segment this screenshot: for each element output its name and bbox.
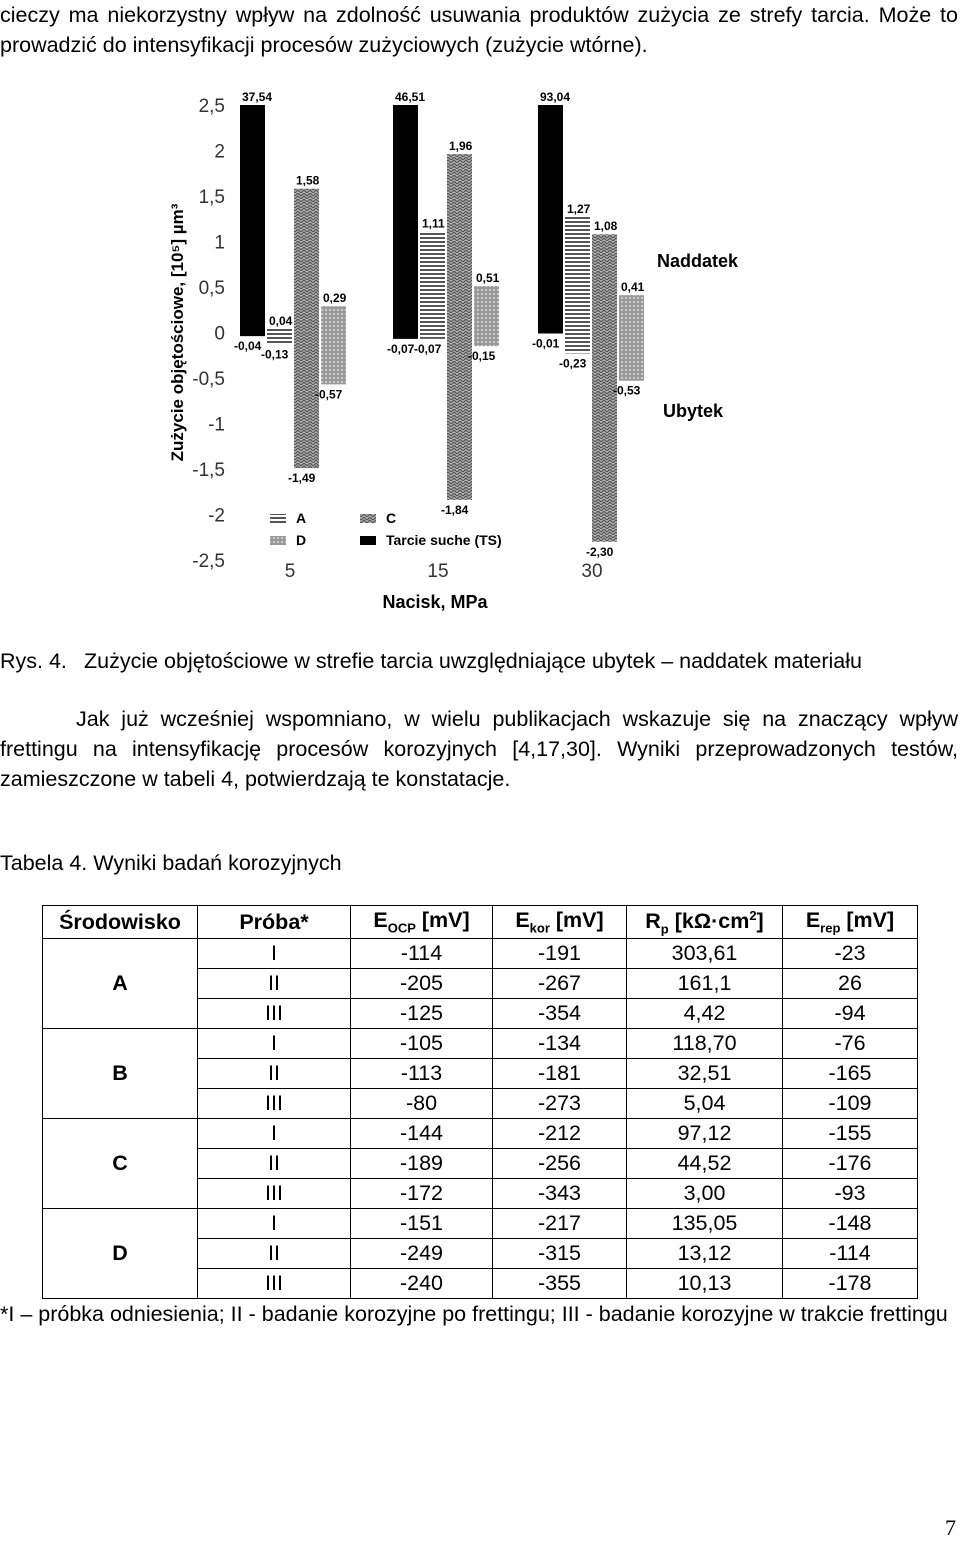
bar-addition bbox=[321, 306, 346, 332]
data-label-addition: 46,51 bbox=[395, 90, 426, 104]
ekor-cell: -134 bbox=[493, 1029, 627, 1059]
table-row bbox=[43, 1209, 918, 1239]
data-label-addition: 0,04 bbox=[269, 313, 293, 328]
eocp-cell: -189 bbox=[351, 1149, 493, 1179]
sample-cell: I bbox=[198, 1209, 351, 1239]
table-row bbox=[43, 939, 918, 969]
y-axis-label: Zużycie objętościowe, [10⁵] µm³ bbox=[168, 203, 187, 462]
erep-cell: -176 bbox=[783, 1149, 918, 1179]
legend-swatch bbox=[360, 514, 376, 523]
environment-cell: D bbox=[43, 1209, 198, 1299]
sample-cell: III bbox=[198, 999, 351, 1029]
data-label-addition: 0,41 bbox=[621, 280, 645, 295]
eocp-cell: -151 bbox=[351, 1209, 493, 1239]
bar-loss bbox=[619, 333, 644, 381]
y-tick-label: -0,5 bbox=[192, 369, 225, 390]
sample-cell: II bbox=[198, 969, 351, 999]
erep-cell: -76 bbox=[783, 1029, 918, 1059]
rp-cell: 10,13 bbox=[627, 1269, 783, 1299]
erep-cell: 26 bbox=[783, 969, 918, 999]
ekor-cell: -181 bbox=[493, 1059, 627, 1089]
legend-label: A bbox=[296, 510, 307, 526]
ekor-cell: -343 bbox=[493, 1179, 627, 1209]
header-sample: Próba* bbox=[198, 906, 351, 939]
bar-loss bbox=[240, 333, 265, 337]
table-row bbox=[43, 1119, 918, 1149]
bar-loss bbox=[420, 333, 445, 339]
erep-cell: -23 bbox=[783, 939, 918, 969]
figure-caption-label: Rys. 4. bbox=[0, 649, 67, 673]
environment-cell: B bbox=[43, 1029, 198, 1119]
y-tick-label: 1,5 bbox=[198, 187, 225, 208]
data-label-loss: -1,49 bbox=[288, 471, 316, 486]
rp-cell: 161,1 bbox=[627, 969, 783, 999]
eocp-cell: -80 bbox=[351, 1089, 493, 1119]
data-label-loss: -0,07 bbox=[387, 341, 415, 356]
corrosion-results-table bbox=[42, 905, 918, 1299]
sample-cell: I bbox=[198, 939, 351, 969]
bar-addition bbox=[538, 105, 563, 333]
ekor-cell: -217 bbox=[493, 1209, 627, 1239]
eocp-cell: -105 bbox=[351, 1029, 493, 1059]
sample-cell: II bbox=[198, 1059, 351, 1089]
legend-label: C bbox=[386, 510, 397, 526]
data-label-loss: -0,07 bbox=[414, 341, 442, 356]
bar-addition bbox=[420, 231, 445, 332]
bar-addition bbox=[267, 329, 292, 333]
erep-cell: -148 bbox=[783, 1209, 918, 1239]
sample-cell: I bbox=[198, 1119, 351, 1149]
table-row bbox=[43, 1029, 918, 1059]
data-label-loss: -0,57 bbox=[315, 387, 343, 402]
data-label-loss: -2,30 bbox=[586, 544, 614, 559]
header-environment: Środowisko bbox=[43, 906, 198, 939]
x-tick-label: 5 bbox=[284, 561, 296, 582]
data-label-loss: -0,13 bbox=[261, 347, 289, 362]
figure-caption bbox=[0, 646, 958, 676]
page-number: 7 bbox=[945, 1515, 956, 1540]
erep-cell: -93 bbox=[783, 1179, 918, 1209]
data-label-addition: 93,04 bbox=[540, 90, 571, 104]
bar-addition bbox=[474, 286, 499, 332]
table-caption: Tabela 4. Wyniki badań korozyjnych bbox=[0, 851, 342, 875]
eocp-cell: -240 bbox=[351, 1269, 493, 1299]
data-label-loss: -0,53 bbox=[613, 383, 641, 398]
ekor-cell: -355 bbox=[493, 1269, 627, 1299]
x-tick-label: 15 bbox=[427, 561, 449, 582]
y-tick-label: 0 bbox=[214, 323, 225, 345]
bar-loss bbox=[538, 333, 563, 334]
rp-cell: 44,52 bbox=[627, 1149, 783, 1179]
rp-cell: 135,05 bbox=[627, 1209, 783, 1239]
bar-addition bbox=[619, 295, 644, 332]
ekor-cell: -354 bbox=[493, 999, 627, 1029]
bar-addition bbox=[393, 105, 418, 333]
y-tick-label: 0,5 bbox=[198, 278, 225, 299]
legend-swatch bbox=[270, 536, 286, 545]
data-label-addition: 0,29 bbox=[323, 291, 347, 306]
data-label-addition: 1,27 bbox=[567, 201, 591, 216]
bar-loss bbox=[393, 333, 418, 339]
eocp-cell: -113 bbox=[351, 1059, 493, 1089]
data-label-addition: 0,51 bbox=[476, 271, 500, 286]
erep-cell: -165 bbox=[783, 1059, 918, 1089]
y-tick-label: -2,5 bbox=[192, 551, 225, 572]
y-tick-label: 2 bbox=[214, 141, 225, 163]
data-label-loss: -0,01 bbox=[532, 336, 560, 351]
bar-loss bbox=[565, 333, 590, 354]
data-label-addition: 1,11 bbox=[422, 216, 445, 231]
bar-loss bbox=[321, 333, 346, 385]
wear-volume-chart bbox=[145, 85, 755, 615]
header-rp: $R_p$ $[k\Omega\cdot cm^2]$ bbox=[627, 906, 783, 939]
data-label-loss: -1,84 bbox=[441, 502, 469, 517]
y-tick-label: -2 bbox=[208, 505, 225, 527]
legend-label: D bbox=[296, 532, 307, 548]
bar-addition bbox=[592, 234, 617, 332]
eocp-cell: -249 bbox=[351, 1239, 493, 1269]
bar-addition bbox=[447, 154, 472, 332]
bar-addition bbox=[240, 105, 265, 333]
data-label-addition: 1,96 bbox=[449, 139, 473, 154]
rp-cell: 13,12 bbox=[627, 1239, 783, 1269]
y-tick-label: -1,5 bbox=[192, 460, 225, 481]
data-label-loss: -0,15 bbox=[468, 349, 496, 364]
bar-addition bbox=[294, 189, 319, 333]
rp-cell: 3,00 bbox=[627, 1179, 783, 1209]
table-header-row bbox=[43, 906, 918, 939]
data-label-loss: -0,23 bbox=[559, 356, 587, 371]
x-tick-label: 30 bbox=[581, 561, 603, 582]
rp-cell: 32,51 bbox=[627, 1059, 783, 1089]
erep-cell: -155 bbox=[783, 1119, 918, 1149]
rp-cell: 97,12 bbox=[627, 1119, 783, 1149]
ekor-cell: -267 bbox=[493, 969, 627, 999]
ekor-cell: -273 bbox=[493, 1089, 627, 1119]
naddatek-label: Naddatek bbox=[657, 251, 739, 271]
environment-cell: A bbox=[43, 939, 198, 1029]
ekor-cell: -256 bbox=[493, 1149, 627, 1179]
sample-cell: III bbox=[198, 1089, 351, 1119]
eocp-cell: -125 bbox=[351, 999, 493, 1029]
rp-cell: 4,42 bbox=[627, 999, 783, 1029]
legend-label: Tarcie suche (TS) bbox=[386, 532, 502, 548]
intro-paragraph: cieczy ma niekorzystny wpływ na zdolność usuwania produktów zużycia ze strefy tarcia. Może to prowadzić do intensyfikacji procesów zużyciowych (zużycie wtórne). bbox=[0, 3, 958, 57]
environment-cell: C bbox=[43, 1119, 198, 1209]
y-tick-label: 2,5 bbox=[198, 96, 225, 117]
y-tick-label: -1 bbox=[208, 414, 225, 436]
body-paragraph: Jak już wcześniej wspomniano, w wielu publikacjach wskazuje się na znaczący wpływ frettingu na intensyfikację procesów korozyjnych [4,17,30]. Wyniki przeprowadzonych testów, zamieszczone w tabeli 4, potwierdzają te konstatacje. bbox=[0, 707, 958, 791]
erep-cell: -178 bbox=[783, 1269, 918, 1299]
ekor-cell: -191 bbox=[493, 939, 627, 969]
x-axis-label: Nacisk, MPa bbox=[382, 592, 488, 612]
sample-cell: II bbox=[198, 1239, 351, 1269]
data-label-addition: 1,08 bbox=[594, 219, 618, 234]
sample-cell: I bbox=[198, 1029, 351, 1059]
data-label-loss: -0,04 bbox=[234, 339, 262, 354]
eocp-cell: -172 bbox=[351, 1179, 493, 1209]
table-footnote: *I – próbka odniesienia; II - badanie korozyjne po frettingu; III - badanie korozyjne w trakcie frettingu bbox=[0, 1302, 948, 1326]
erep-cell: -109 bbox=[783, 1089, 918, 1119]
erep-cell: -94 bbox=[783, 999, 918, 1029]
bar-loss bbox=[267, 333, 292, 345]
sample-cell: II bbox=[198, 1149, 351, 1179]
data-label-addition: 1,58 bbox=[296, 173, 320, 188]
legend-swatch bbox=[270, 514, 286, 523]
sample-cell: III bbox=[198, 1269, 351, 1299]
eocp-cell: -144 bbox=[351, 1119, 493, 1149]
eocp-cell: -205 bbox=[351, 969, 493, 999]
bar-loss bbox=[592, 333, 617, 542]
ekor-cell: -315 bbox=[493, 1239, 627, 1269]
legend-swatch bbox=[360, 536, 376, 545]
eocp-cell: -114 bbox=[351, 939, 493, 969]
header-ekor: $E_{kor}$ [mV] bbox=[493, 906, 627, 939]
header-erep: $E_{rep}$ [mV] bbox=[783, 906, 918, 939]
bar-loss bbox=[474, 333, 499, 347]
bar-addition bbox=[565, 217, 590, 333]
sample-cell: III bbox=[198, 1179, 351, 1209]
figure-caption-text: Zużycie objętościowe w strefie tarcia uwzględniające ubytek – naddatek materiału bbox=[84, 649, 862, 673]
rp-cell: 303,61 bbox=[627, 939, 783, 969]
header-eocp: $E_{OCP}$ [mV] bbox=[351, 906, 493, 939]
data-label-addition: 37,54 bbox=[242, 90, 273, 104]
ubytek-label: Ubytek bbox=[663, 401, 724, 421]
y-tick-label: 1 bbox=[214, 232, 225, 254]
rp-cell: 118,70 bbox=[627, 1029, 783, 1059]
rp-cell: 5,04 bbox=[627, 1089, 783, 1119]
ekor-cell: -212 bbox=[493, 1119, 627, 1149]
erep-cell: -114 bbox=[783, 1239, 918, 1269]
